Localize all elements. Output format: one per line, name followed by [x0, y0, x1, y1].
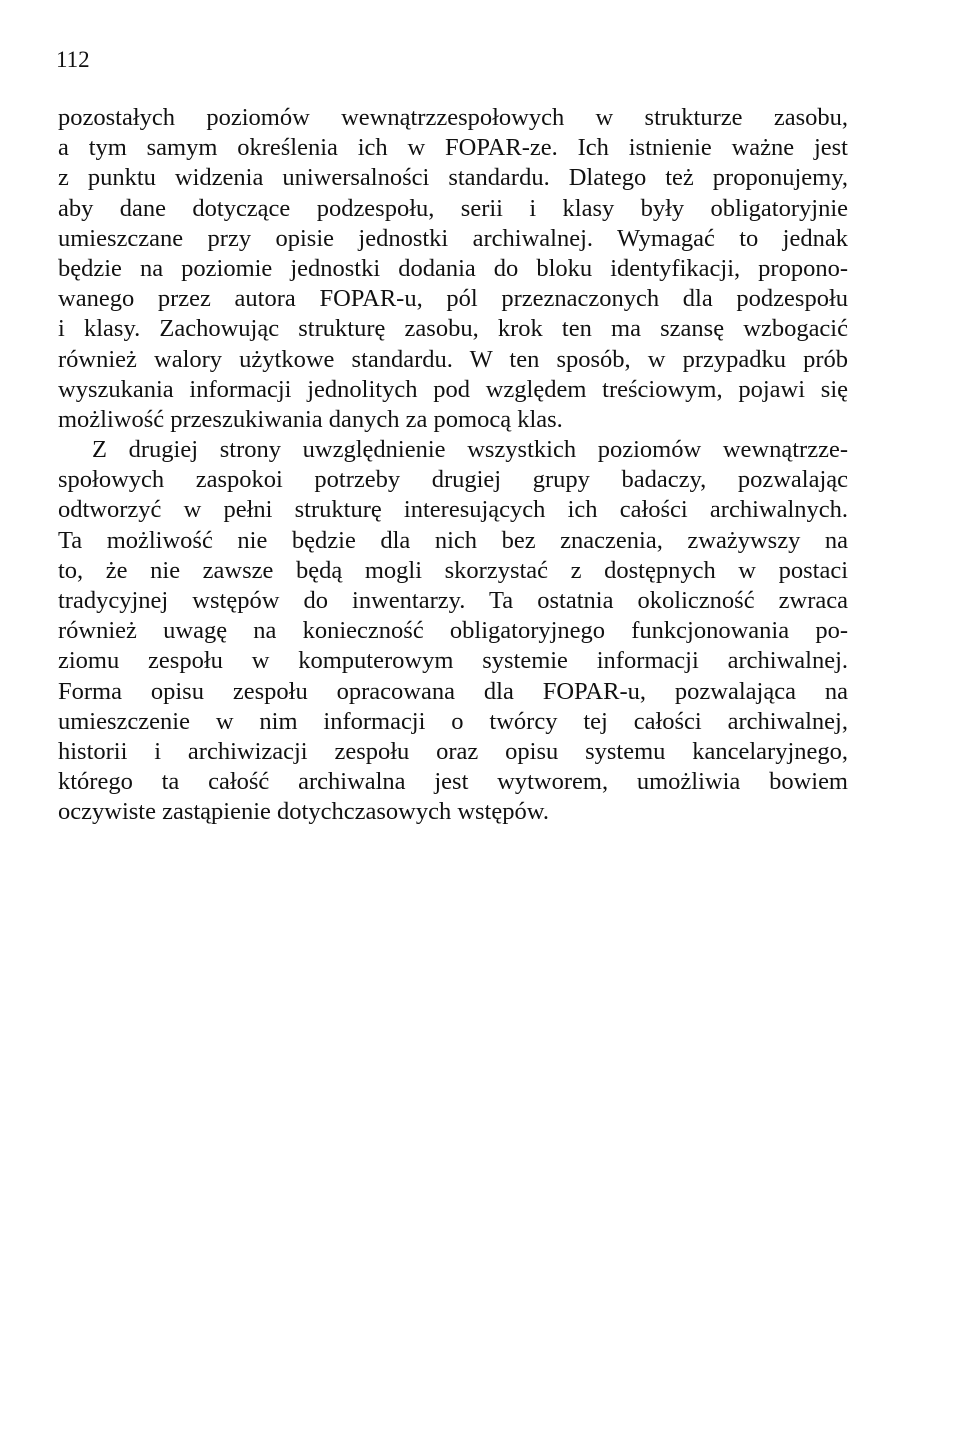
text-line: aby dane dotyczące podzespołu, serii i klasy były obligatoryjnie	[58, 194, 848, 222]
text-line: tradycyjnej wstępów do inwentarzy. Ta ostatnia okoliczność zwraca	[58, 587, 848, 614]
text-line: i klasy. Zachowując strukturę zasobu, krok ten ma szansę wzbogacić	[58, 315, 848, 343]
text-line: ziomu zespołu w komputerowym systemie informacji archiwalnej.	[58, 647, 848, 675]
text-line: a tym samym określenia ich w FOPAR-ze. Ich istnienie ważne jest	[58, 134, 848, 162]
text-line: oczywiste zastąpienie dotychczasowych wstępów.	[58, 798, 549, 826]
page-number: 112	[56, 47, 90, 72]
text-line: z punktu widzenia uniwersalności standardu. Dlatego też proponujemy,	[58, 164, 848, 192]
text-line: to, że nie zawsze będą mogli skorzystać z dostępnych w postaci	[58, 556, 848, 584]
text-line: Ta możliwość nie będzie dla nich bez znaczenia, zważywszy na	[58, 526, 848, 554]
text-line: Z drugiej strony uwzględnienie wszystkich poziomów wewnątrzze-	[92, 436, 848, 464]
text-line: wyszukania informacji jednolitych pod względem treściowym, pojawi się	[58, 375, 848, 403]
text-line: również uwagę na konieczność obligatoryjnego funkcjonowania po-	[58, 617, 848, 645]
text-line: historii i archiwizacji zespołu oraz opisu systemu kancelaryjnego,	[58, 737, 848, 765]
text-line: Forma opisu zespołu opracowana dla FOPAR-u, pozwalająca na	[58, 677, 848, 705]
text-line: którego ta całość archiwalna jest wytworem, umożliwia bowiem	[58, 768, 848, 796]
body-text	[58, 103, 848, 828]
text-line: pozostałych poziomów wewnątrzzespołowych w strukturze zasobu,	[58, 104, 848, 131]
text-line: społowych zaspokoi potrzeby drugiej grupy badaczy, pozwalając	[58, 466, 848, 494]
text-line: również walory użytkowe standardu. W ten sposób, w przypadku prób	[58, 345, 848, 373]
text-line: umieszczane przy opisie jednostki archiwalnej. Wymagać to jednak	[58, 224, 848, 252]
text-line: umieszczenie w nim informacji o twórcy tej całości archiwalnej,	[58, 707, 848, 735]
text-line: możliwość przeszukiwania danych za pomocą klas.	[58, 405, 563, 433]
text-line: odtworzyć w pełni strukturę interesujących ich całości archiwalnych.	[58, 496, 848, 524]
text-line: wanego przez autora FOPAR-u, pól przeznaczonych dla podzespołu	[58, 285, 848, 313]
text-line: będzie na poziomie jednostki dodania do bloku identyfikacji, propono-	[58, 254, 848, 282]
